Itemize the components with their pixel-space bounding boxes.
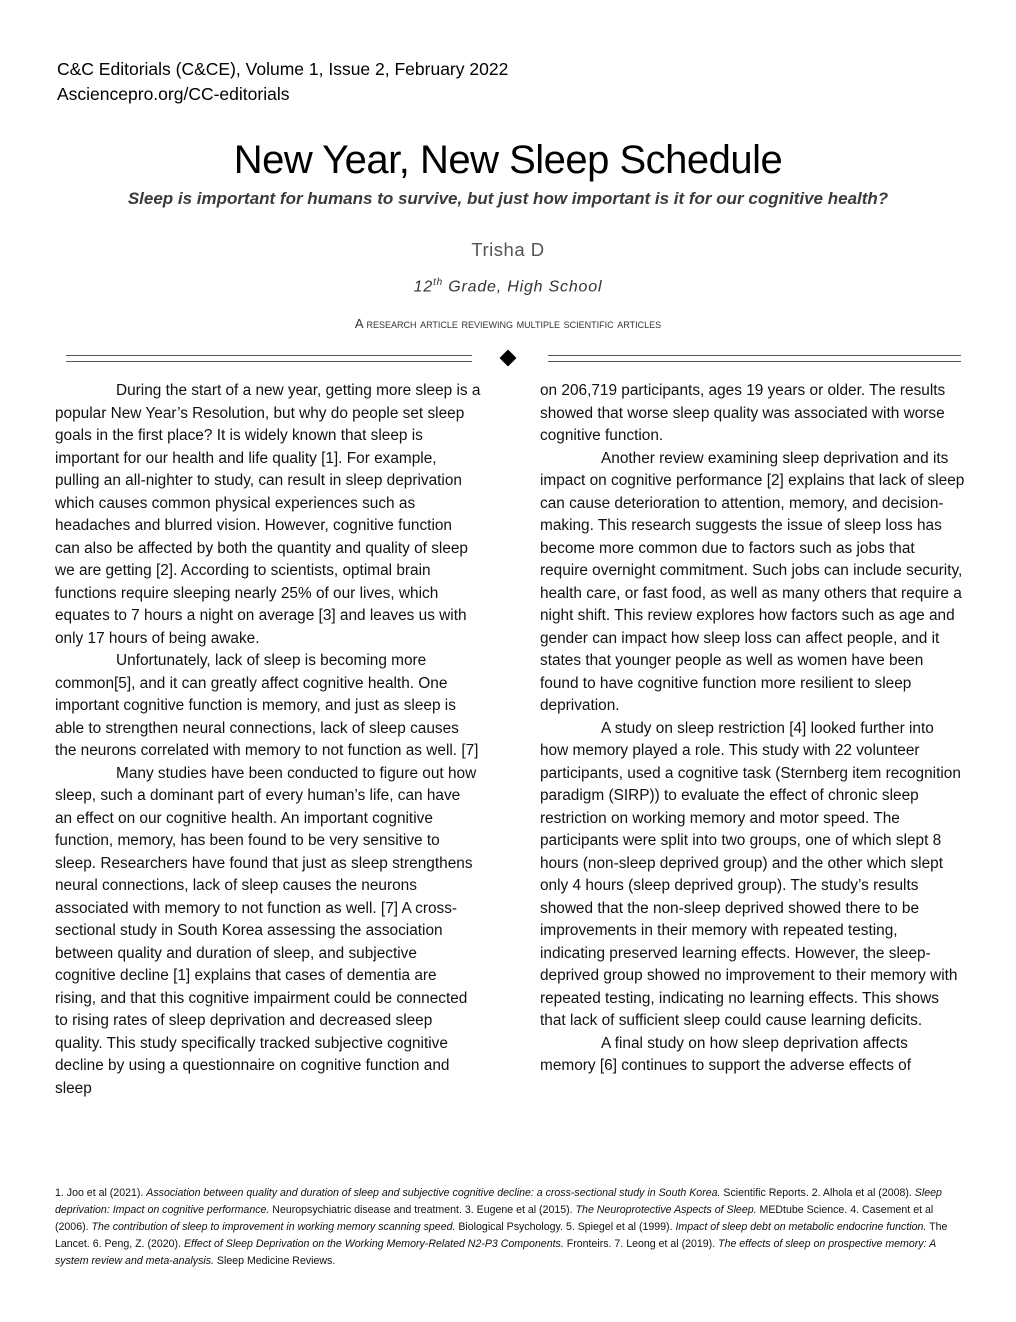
reference-authors: 2. Alhola et al (2008). bbox=[811, 1187, 915, 1199]
paragraph: Many studies have been conducted to figure out how sleep, such a dominant part of every human’s life, can have an effect on our cognitive health. An important cognitive function, memory, has been found to be very sensitive to sleep. Researchers have found that just as sleep strengthens neural connections, lack of sleep causes the neurons associated with memory to not function as well. [7] A cross-sectional study in South Korea assessing the association between quality and duration of sleep, and subjective cognitive decline [1] explains that cases of dementia are rising, and that this cognitive impairment could be connected to rising rates of sleep deprivation and decreased sleep quality. This study specifically tracked subjective cognitive decline by using a questionnaire on cognitive function and sleep bbox=[55, 764, 477, 1097]
paragraph-continued: on 206,719 participants, ages 19 years or older. The results showed that worse sleep quality was associated with worse cognitive function. bbox=[540, 382, 946, 444]
reference-title: Sleep deprivation: Impact on cognitive performance. bbox=[55, 1187, 942, 1216]
reference-authors: 3. Eugene et al (2015). bbox=[464, 1204, 576, 1216]
reference-authors: 1. Joo et al (2021). bbox=[55, 1187, 147, 1199]
article-type: A research article reviewing multiple scientific articles bbox=[354, 316, 662, 331]
paragraph: A final study on how sleep deprivation affects memory [6] continues to support the adverse effects of bbox=[540, 1034, 911, 1074]
grade-ordinal: th bbox=[433, 277, 444, 288]
paragraph: Unfortunately, lack of sleep is becoming more common[5], and it can greatly affect cognitive health. One important cognitive function is memory, and just as sleep is able to strengthen neural connections, lack of sleep causes the neurons correlated with memory to not function as well. [7] bbox=[55, 652, 479, 759]
reference-item bbox=[55, 1187, 812, 1199]
reference-authors: 5. Spiegel et al (1999). bbox=[565, 1221, 676, 1233]
divider-right bbox=[548, 355, 961, 362]
reference-item bbox=[465, 1204, 850, 1216]
diamond-ornament-icon bbox=[500, 350, 517, 367]
divider-left bbox=[66, 355, 472, 362]
reference-source: Scientific Reports. bbox=[720, 1187, 812, 1199]
reference-source: MEDtube Science. bbox=[756, 1204, 851, 1216]
reference-title: The contribution of sleep to improvement in working memory scanning speed. bbox=[91, 1221, 456, 1233]
journal-header bbox=[57, 57, 508, 107]
reference-source: Sleep Medicine Reviews. bbox=[213, 1255, 336, 1267]
paragraph: Another review examining sleep deprivation and its impact on cognitive performance [2] explains that lack of sleep can cause deterioration to attention, memory, and decision-making. This research suggests the issue of sleep loss has become more common due to factors such as jobs that require overnight commitment. Such jobs can include security, health care, or fast food, as well as many others that require a night shift. This review explores how factors such as age and gender can impact how sleep loss can affect people, and it states that younger people as well as women have been found to have cognitive function more resilient to sleep deprivation. bbox=[540, 449, 965, 714]
journal-website: Asciencepro.org/CC-editorials bbox=[57, 84, 290, 104]
reference-authors: 6. Peng, Z. (2020). bbox=[92, 1238, 184, 1250]
reference-title: Association between quality and duration of sleep and subjective cognitive decline: a cross-sectional study in South Korea. bbox=[146, 1187, 721, 1199]
reference-authors: 7. Leong et al (2019). bbox=[614, 1238, 719, 1250]
body-column-right bbox=[540, 380, 965, 1078]
reference-title: Effect of Sleep Deprivation on the Working Memory-Related N2-P3 Components. bbox=[183, 1238, 564, 1250]
author-name: Trisha D bbox=[471, 239, 545, 260]
paragraph: During the start of a new year, getting more sleep is a popular New Year’s Resolution, but why do people set sleep goals in the first place? It is widely known that sleep is important for our health and life quality [1]. For example, pulling an all-nighter to study, can result in sleep deprivation which causes common physical experiences such as headaches and blurred vision. However, cognitive function can also be affected by both the quantity and quality of sleep we are getting [2]. According to scientists, optimal brain functions require sleeping nearly 25% of our lives, which equates to 7 hours a night on average [3] and leaves us with only 17 hours of being awake. bbox=[55, 382, 481, 647]
references bbox=[55, 1185, 965, 1270]
reference-source: Neuropsychiatric disease and treatment. bbox=[269, 1204, 465, 1216]
grade-school: Grade, High School bbox=[443, 278, 603, 296]
reference-title: The Neuroprotective Aspects of Sleep. bbox=[575, 1204, 757, 1216]
reference-source: The Lancet. bbox=[55, 1221, 948, 1250]
reference-title: Impact of sleep debt on metabolic endocrine function. bbox=[675, 1221, 927, 1233]
reference-source: Fronteirs. bbox=[563, 1238, 615, 1250]
author-grade bbox=[0, 277, 1016, 296]
article-subtitle: Sleep is important for humans to survive, but just how important is it for our cognitive health? bbox=[127, 189, 889, 208]
article-title: New Year, New Sleep Schedule bbox=[233, 138, 783, 182]
body-column-left bbox=[55, 380, 481, 1100]
reference-source: Biological Psychology. bbox=[455, 1221, 566, 1233]
reference-item bbox=[93, 1238, 615, 1250]
grade-number: 12 bbox=[413, 278, 434, 296]
paragraph: A study on sleep restriction [4] looked further into how memory played a role. This study with 22 volunteer participants, used a cognitive task (Sternberg item recognition paradigm (SIRP)) to evaluate the effect of chronic sleep restriction on working memory and motor speed. The participants were split into two groups, one of which slept 8 hours (non-sleep deprived group) and the other which slept only 4 hours (sleep deprived group). The study’s results showed that the non-sleep deprived showed there to be improvements in their memory with repeated testing, indicating preserved learning effects. However, the sleep-deprived group showed no improvement to their memory with repeated testing, indicating no learning effects. This shows that lack of sufficient sleep could cause learning deficits. bbox=[540, 719, 961, 1029]
reference-title: The effects of sleep on prospective memory: A system review and meta-analysis. bbox=[55, 1238, 936, 1267]
journal-citation: C&C Editorials (C&CE), Volume 1, Issue 2, February 2022 bbox=[57, 59, 509, 79]
reference-authors: 4. Casement et al (2006). bbox=[55, 1204, 934, 1233]
